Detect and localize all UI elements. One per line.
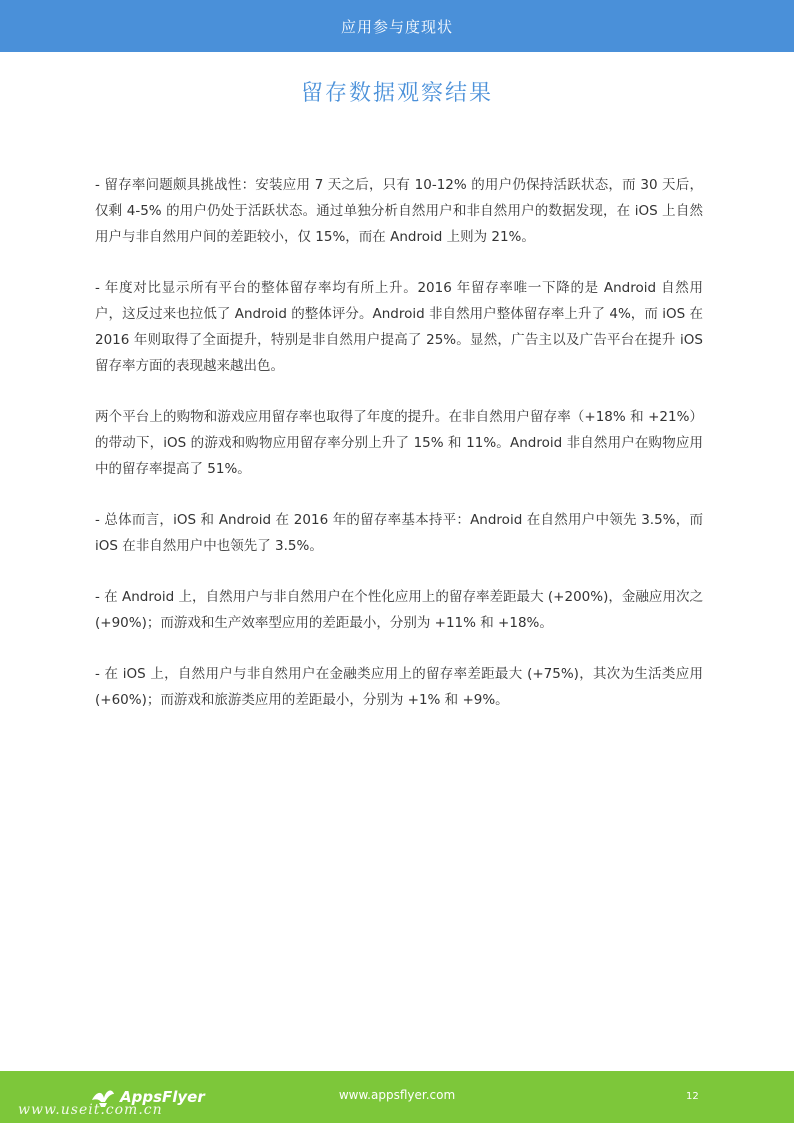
page-number: 12	[686, 1091, 699, 1102]
footer-bar	[0, 1071, 794, 1123]
paragraph: - 总体而言，iOS 和 Android 在 2016 年的留存率基本持平：Android 在自然用户中领先 3.5%，而 iOS 在非自然用户中也领先了 3.5%。	[95, 512, 703, 554]
footer-url[interactable]: www.appsflyer.com	[338, 1088, 456, 1102]
header-bar	[0, 0, 794, 52]
logo-text: AppsFlyer	[120, 1088, 205, 1106]
page-title: 留存数据观察结果	[300, 81, 493, 106]
paragraph: - 在 iOS 上，自然用户与非自然用户在金融类应用上的留存率差距最大 (+75%)，其次为生活类应用 (+60%)；而游戏和旅游类应用的差距最小，分别为 +1% 和 +9%。	[95, 666, 703, 708]
body-content	[95, 172, 703, 738]
paragraph: - 在 Android 上，自然用户与非自然用户在个性化应用上的留存率差距最大 (+200%)，金融应用次之 (+90%)；而游戏和生产效率型应用的差距最小，分别为 +11% 和 +18%。	[95, 589, 703, 631]
paragraph: - 留存率问题颇具挑战性：安装应用 7 天之后，只有 10-12% 的用户仍保持活跃状态，而 30 天后，仅剩 4-5% 的用户仍处于活跃状态。通过单独分析自然用户和非自然用户的数据发现，在 iOS 上自然用户与非自然用户间的差距较小，仅 15%，而在 Android 上则为 21%。	[95, 177, 703, 245]
header-title: 应用参与度现状	[340, 17, 453, 36]
paragraph: - 年度对比显示所有平台的整体留存率均有所上升。2016 年留存率唯一下降的是 Android 自然用户，这反过来也拉低了 Android 的整体评分。Android 非自然用户整体留存率上升了 4%，而 iOS 在 2016 年则取得了全面提升，特别是非自然用户提高了 25%。显然，广告主以及广告平台在提升 iOS 留存率方面的表现越来越出色。	[95, 280, 703, 374]
watermark: www.useit.com.cn	[18, 1102, 163, 1118]
paragraph: 两个平台上的购物和游戏应用留存率也取得了年度的提升。在非自然用户留存率（+18% 和 +21%）的带动下，iOS 的游戏和购物应用留存率分别上升了 15% 和 11%。Android 非自然用户在购物应用中的留存率提高了 51%。	[95, 409, 703, 477]
